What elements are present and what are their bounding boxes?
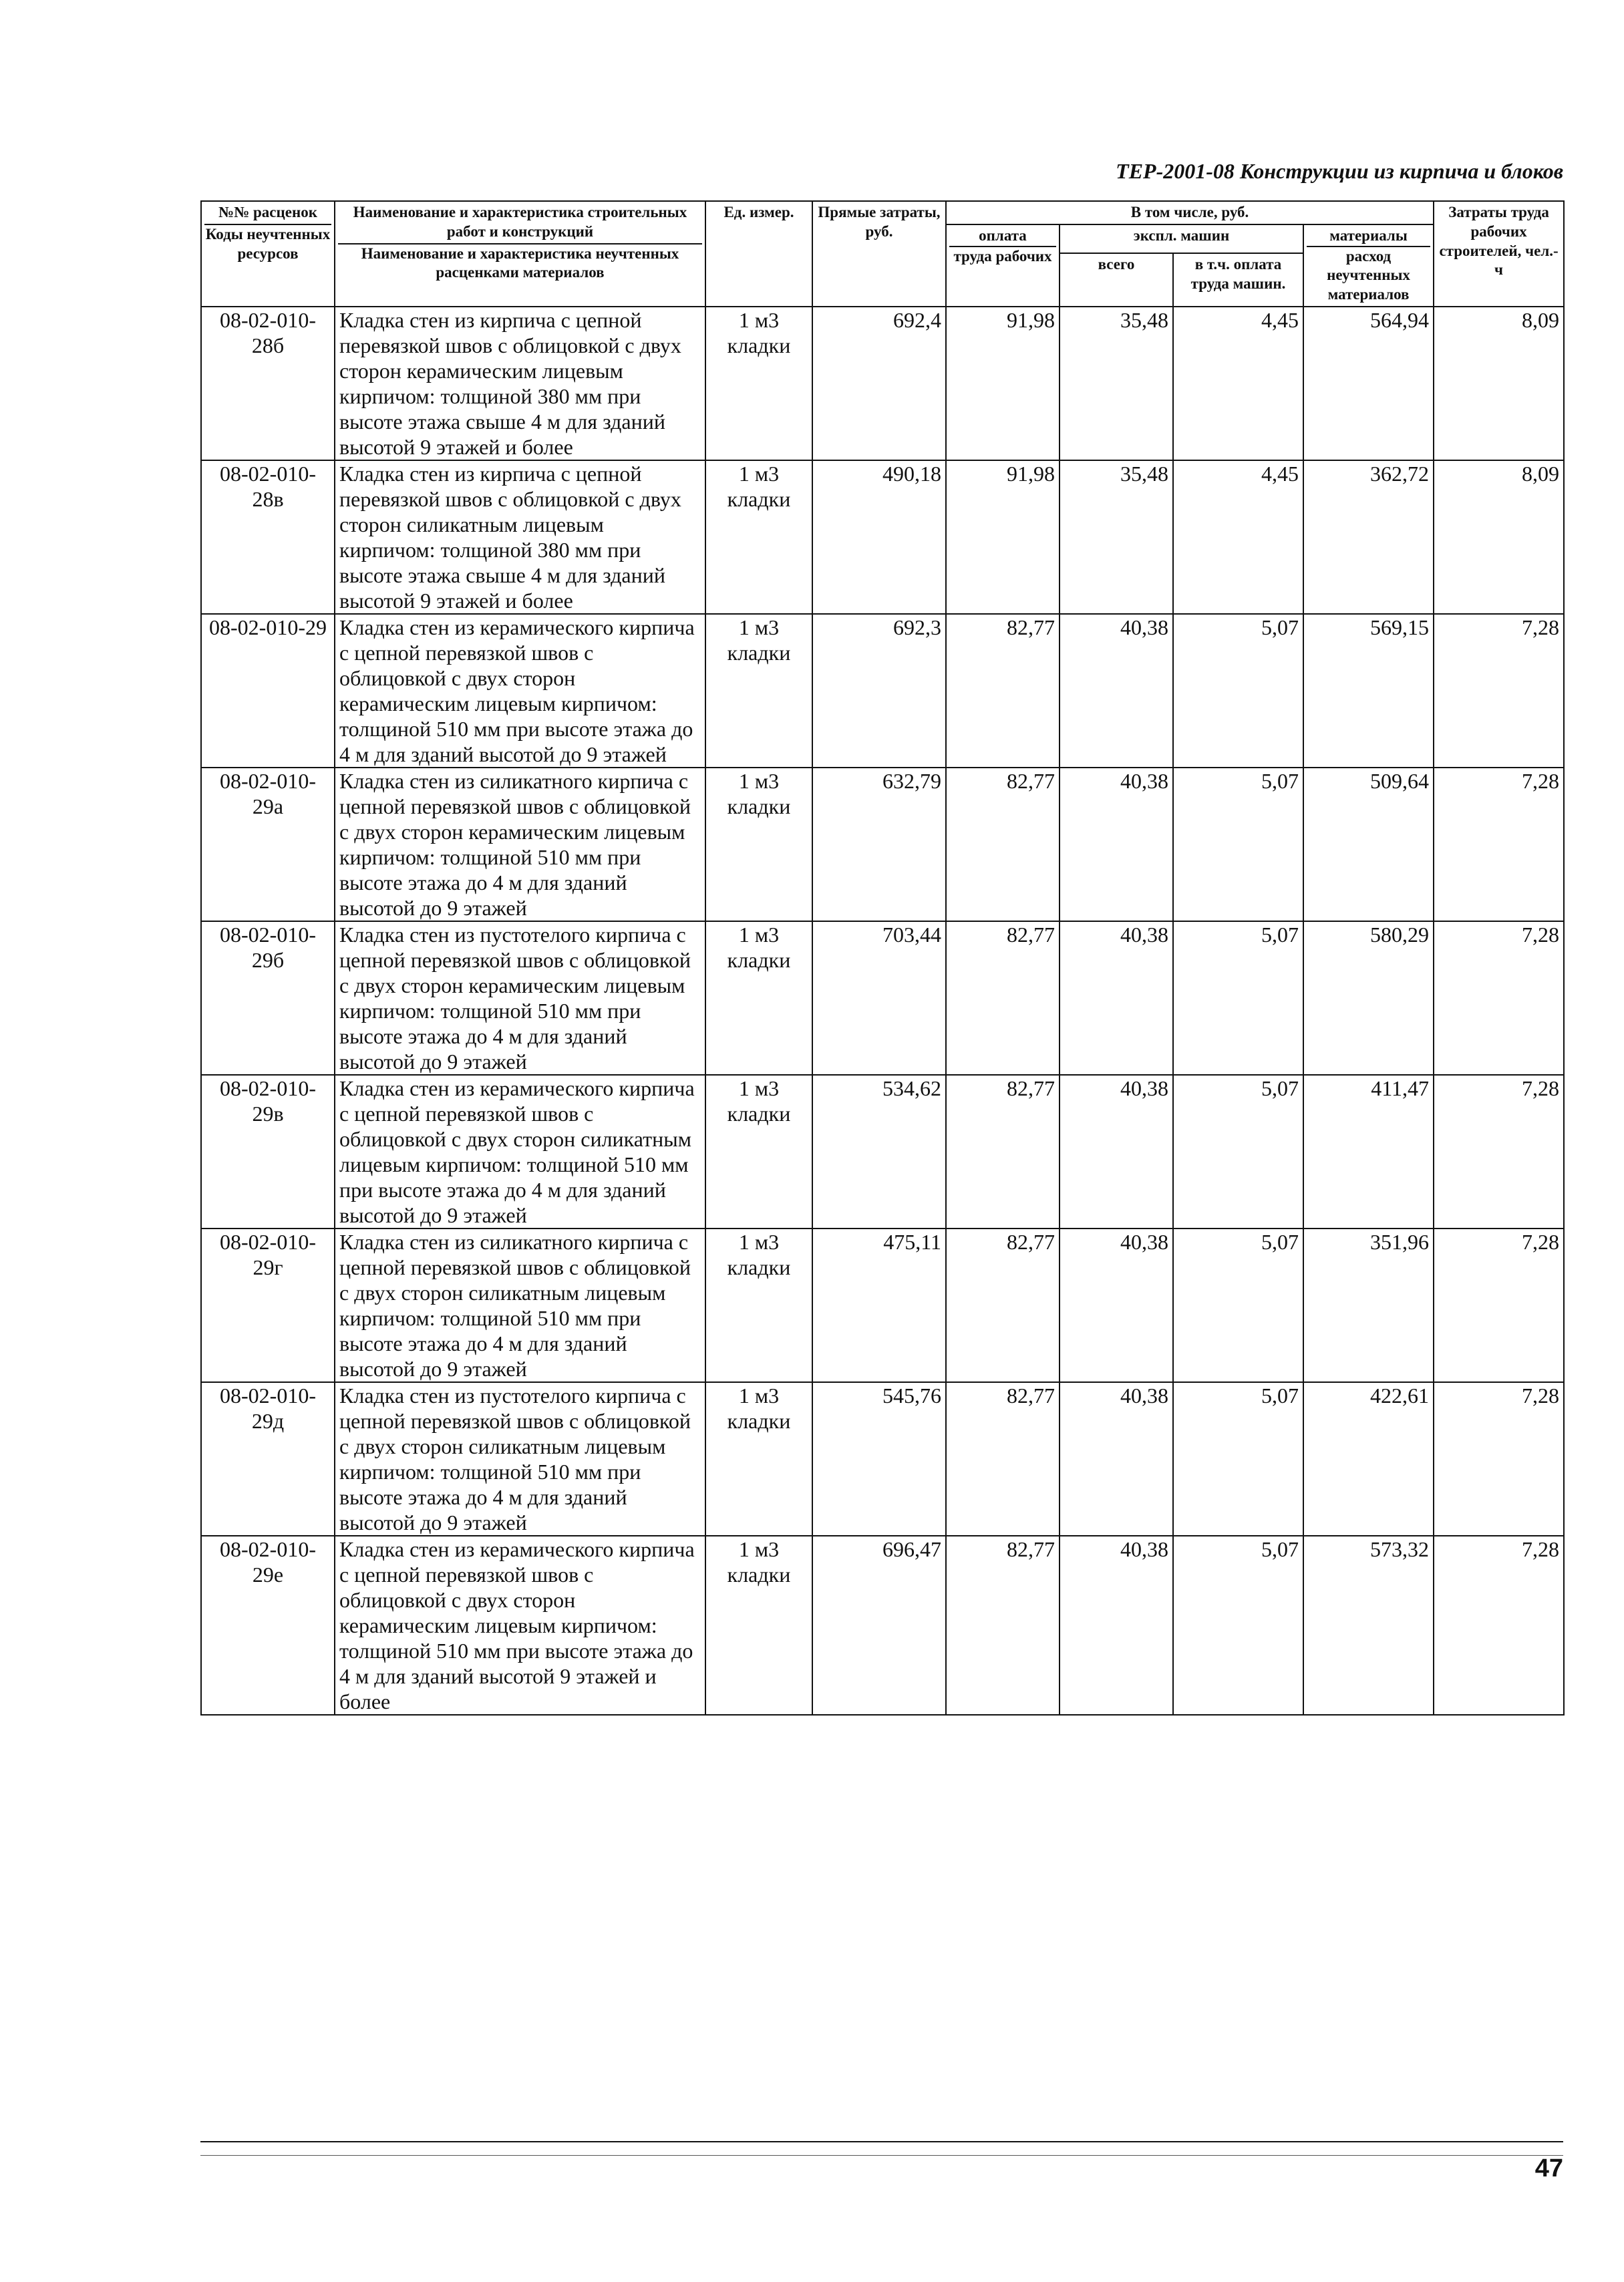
row-workers: 7,28 — [1434, 614, 1564, 768]
row-unit: 1 м3 кладки — [705, 1075, 812, 1229]
header-machines-incl: в т.ч. оплата труда машин. — [1173, 253, 1303, 307]
table-row — [201, 1075, 1564, 1229]
row-machines: 40,38 — [1060, 1382, 1173, 1536]
row-materials: 411,47 — [1303, 1075, 1434, 1229]
row-machines: 40,38 — [1060, 1536, 1173, 1715]
row-labor: 82,77 — [946, 1075, 1060, 1229]
row-materials: 580,29 — [1303, 921, 1434, 1075]
row-unit: 1 м3 кладки — [705, 307, 812, 460]
row-unit: 1 м3 кладки — [705, 1382, 812, 1536]
row-machines: 35,48 — [1060, 307, 1173, 460]
row-code: 08-02-010-29в — [201, 1075, 335, 1229]
row-code: 08-02-010-29а — [201, 768, 335, 921]
row-name: Кладка стен из пустотелого кирпича с цепной перевязкой швов с облицовкой с двух сторон керамическим лицевым кирпичом: толщиной 510 мм при высоте этажа до 4 м для зданий высотой до 9 этажей — [335, 921, 705, 1075]
row-materials: 569,15 — [1303, 614, 1434, 768]
page-number: 47 — [1534, 2154, 1563, 2182]
row-machines: 40,38 — [1060, 614, 1173, 768]
header-direct: Прямые затраты, руб. — [812, 201, 946, 307]
table-row — [201, 307, 1564, 460]
page-header-title: ТЕР-2001-08 Конструкции из кирпича и блоков — [1116, 159, 1563, 183]
header-name-top: Наименование и характеристика строительных работ и конструкций — [338, 203, 702, 244]
header-machines: экспл. машин — [1060, 224, 1303, 254]
row-labor: 82,77 — [946, 921, 1060, 1075]
row-name: Кладка стен из керамического кирпича с цепной перевязкой швов с облицовкой с двух сторон силикатным лицевым кирпичом: толщиной 510 мм при высоте этажа до 4 м для зданий высотой до 9 этажей — [335, 1075, 705, 1229]
row-machines: 40,38 — [1060, 1075, 1173, 1229]
header-labor-top: оплата — [949, 226, 1056, 247]
row-name: Кладка стен из силикатного кирпича с цепной перевязкой швов с облицовкой с двух сторон силикатным лицевым кирпичом: толщиной 510 мм при высоте этажа до 4 м для зданий высотой до 9 этажей — [335, 1229, 705, 1382]
row-workers: 7,28 — [1434, 1536, 1564, 1715]
row-unit: 1 м3 кладки — [705, 614, 812, 768]
header-unit: Ед. измер. — [705, 201, 812, 307]
footer-divider-thin — [200, 2155, 1563, 2156]
row-name: Кладка стен из керамического кирпича с цепной перевязкой швов с облицовкой с двух сторон керамическим лицевым кирпичом: толщиной 510 мм при высоте этажа до 4 м для зданий высотой 9 этажей и более — [335, 1536, 705, 1715]
table-header — [201, 201, 1564, 307]
row-machines: 40,38 — [1060, 1229, 1173, 1382]
row-code: 08-02-010-28в — [201, 460, 335, 614]
table-row — [201, 614, 1564, 768]
row-code: 08-02-010-29б — [201, 921, 335, 1075]
table-row — [201, 921, 1564, 1075]
row-code: 08-02-010-29е — [201, 1536, 335, 1715]
rates-table — [200, 200, 1565, 1716]
row-materials: 509,64 — [1303, 768, 1434, 921]
row-direct: 490,18 — [812, 460, 946, 614]
row-machines-labor: 5,07 — [1173, 614, 1303, 768]
row-workers: 7,28 — [1434, 921, 1564, 1075]
table-row — [201, 1536, 1564, 1715]
header-materials-bottom: расход неучтенных материалов — [1327, 247, 1410, 303]
row-direct: 475,11 — [812, 1229, 946, 1382]
table-row — [201, 1382, 1564, 1536]
row-labor: 82,77 — [946, 1382, 1060, 1536]
header-code-top: №№ расценок — [204, 203, 331, 225]
row-workers: 7,28 — [1434, 768, 1564, 921]
row-code: 08-02-010-28б — [201, 307, 335, 460]
row-machines-labor: 5,07 — [1173, 1382, 1303, 1536]
row-workers: 7,28 — [1434, 1229, 1564, 1382]
header-workers: Затраты труда рабочих строителей, чел.-ч — [1434, 201, 1564, 307]
table-row — [201, 460, 1564, 614]
row-unit: 1 м3 кладки — [705, 1229, 812, 1382]
row-direct: 703,44 — [812, 921, 946, 1075]
header-code-bottom: Коды неучтенных ресурсов — [205, 225, 331, 262]
header-materials-top: материалы — [1307, 226, 1430, 247]
row-name: Кладка стен из силикатного кирпича с цепной перевязкой швов с облицовкой с двух сторон керамическим лицевым кирпичом: толщиной 510 мм при высоте этажа до 4 м для зданий высотой до 9 этажей — [335, 768, 705, 921]
header-name — [335, 201, 705, 307]
row-name: Кладка стен из кирпича с цепной перевязкой швов с облицовкой с двух сторон керамическим лицевым кирпичом: толщиной 380 мм при высоте этажа свыше 4 м для зданий высотой 9 этажей и более — [335, 307, 705, 460]
row-materials: 564,94 — [1303, 307, 1434, 460]
row-workers: 7,28 — [1434, 1382, 1564, 1536]
row-direct: 632,79 — [812, 768, 946, 921]
row-direct: 534,62 — [812, 1075, 946, 1229]
row-code: 08-02-010-29г — [201, 1229, 335, 1382]
row-direct: 692,3 — [812, 614, 946, 768]
row-unit: 1 м3 кладки — [705, 921, 812, 1075]
row-machines: 40,38 — [1060, 921, 1173, 1075]
row-machines-labor: 5,07 — [1173, 1536, 1303, 1715]
row-machines-labor: 5,07 — [1173, 921, 1303, 1075]
header-code — [201, 201, 335, 307]
row-machines-labor: 4,45 — [1173, 307, 1303, 460]
row-machines-labor: 5,07 — [1173, 768, 1303, 921]
row-direct: 545,76 — [812, 1382, 946, 1536]
footer-divider — [200, 2141, 1563, 2142]
row-workers: 7,28 — [1434, 1075, 1564, 1229]
row-labor: 82,77 — [946, 768, 1060, 921]
header-incl: В том числе, руб. — [946, 201, 1434, 224]
header-name-bottom: Наименование и характеристика неучтенных расценками материалов — [361, 244, 679, 281]
row-name: Кладка стен из пустотелого кирпича с цепной перевязкой швов с облицовкой с двух сторон силикатным лицевым кирпичом: толщиной 510 мм при высоте этажа до 4 м для зданий высотой до 9 этажей — [335, 1382, 705, 1536]
header-machines-total: всего — [1060, 253, 1173, 307]
row-direct: 696,47 — [812, 1536, 946, 1715]
row-unit: 1 м3 кладки — [705, 1536, 812, 1715]
row-materials: 362,72 — [1303, 460, 1434, 614]
row-direct: 692,4 — [812, 307, 946, 460]
row-materials: 351,96 — [1303, 1229, 1434, 1382]
row-machines-labor: 5,07 — [1173, 1075, 1303, 1229]
row-code: 08-02-010-29 — [201, 614, 335, 768]
row-machines: 35,48 — [1060, 460, 1173, 614]
row-workers: 8,09 — [1434, 460, 1564, 614]
row-name: Кладка стен из кирпича с цепной перевязкой швов с облицовкой с двух сторон силикатным лицевым кирпичом: толщиной 380 мм при высоте этажа свыше 4 м для зданий высотой 9 этажей и более — [335, 460, 705, 614]
row-labor: 82,77 — [946, 1536, 1060, 1715]
header-labor-bottom: труда рабочих — [953, 247, 1052, 265]
row-materials: 573,32 — [1303, 1536, 1434, 1715]
row-labor: 91,98 — [946, 307, 1060, 460]
row-labor: 91,98 — [946, 460, 1060, 614]
row-machines-labor: 4,45 — [1173, 460, 1303, 614]
row-name: Кладка стен из керамического кирпича с цепной перевязкой швов с облицовкой с двух сторон керамическим лицевым кирпичом: толщиной 510 мм при высоте этажа до 4 м для зданий высотой до 9 этажей — [335, 614, 705, 768]
row-materials: 422,61 — [1303, 1382, 1434, 1536]
row-code: 08-02-010-29д — [201, 1382, 335, 1536]
row-machines: 40,38 — [1060, 768, 1173, 921]
table-row — [201, 768, 1564, 921]
row-unit: 1 м3 кладки — [705, 768, 812, 921]
header-labor — [946, 224, 1060, 307]
row-unit: 1 м3 кладки — [705, 460, 812, 614]
table-row — [201, 1229, 1564, 1382]
header-materials — [1303, 224, 1434, 307]
row-machines-labor: 5,07 — [1173, 1229, 1303, 1382]
row-labor: 82,77 — [946, 1229, 1060, 1382]
row-labor: 82,77 — [946, 614, 1060, 768]
row-workers: 8,09 — [1434, 307, 1564, 460]
